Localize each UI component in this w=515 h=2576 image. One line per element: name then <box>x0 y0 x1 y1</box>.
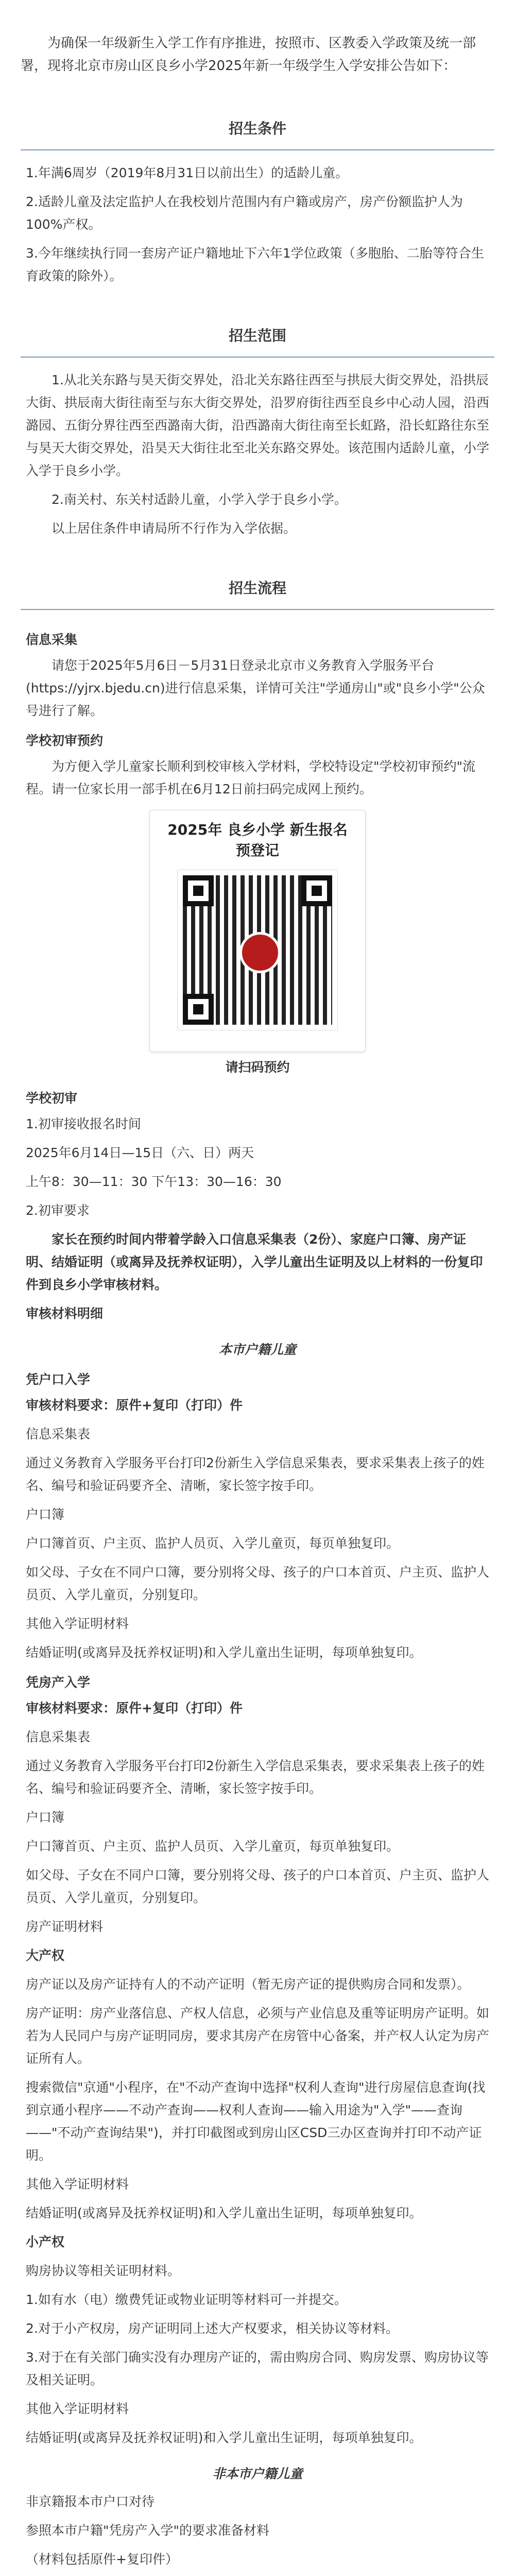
qr-title-line2: 预登记 <box>235 842 279 859</box>
section-enroll-conditions <box>21 104 494 299</box>
review-time-label: 1.初审接收报名时间 <box>26 1116 141 1131</box>
list-item: 其他入学证明材料 <box>26 1616 129 1631</box>
section-title: 招生流程 <box>21 564 494 610</box>
list-item: 结婚证明(或离异及抚养权证明)和入学儿童出生证明，每项单独复印。 <box>26 2206 422 2221</box>
list-item: 非京籍报本市户口对待 <box>26 2494 155 2509</box>
list-item: 通过义务教育入学服务平台打印2份新生入学信息采集表，要求采集表上孩子的姓名、编号和验证码要齐全、清晰，家长签字按手印。 <box>26 1455 485 1493</box>
list-item: 房产证明材料 <box>26 1919 104 1934</box>
qr-title: 2025年 良乡小学 新生报名 <box>167 821 348 838</box>
review-req-label: 2.初审要求 <box>26 1203 90 1218</box>
list-item: 如父母、子女在不同户口簿，要分别将父母、孩子的户口本首页、户主页、监护人员页、入学儿童页，分别复印。 <box>26 1565 490 1602</box>
list-item: 信息采集表 <box>26 1730 91 1744</box>
list-item: 其他入学证明材料 <box>26 2177 129 2192</box>
qr-code-icon[interactable] <box>178 870 337 1030</box>
detail-heading: 审核材料明细 <box>26 1306 104 1321</box>
intro-text: 为确保一年级新生入学工作有序推进，按照市、区教委入学政策及统一部署，现将北京市房山区良乡小学2025年新一年级学生入学安排公告如下： <box>21 36 476 74</box>
review-heading: 学校初审 <box>26 1091 78 1106</box>
paragraph: 为方便入学儿童家长顺利到校审核入学材料，学校特设定"学校初审预约"流程。请一位家长用一部手机在6月12日前扫码完成网上预约。 <box>26 759 476 796</box>
section-process <box>21 564 494 2576</box>
local-a-heading: 凭户口入学 <box>26 1372 91 1387</box>
review-hours: 上午8：30—11：30 下午13：30—16：30 <box>26 1174 282 1189</box>
review-req-text: 家长在预约时间内带着学龄入口信息采集表（2份）、家庭户口簿、房产证明、结婚证明（或离异及抚养权证明），入学儿童出生证明及以上材料的一份复印件到良乡小学审核材料。 <box>26 1232 483 1292</box>
list-item: 2.对于小产权房，房产证明同上述大产权要求，相关协议等材料。 <box>26 2321 399 2336</box>
local-b-heading: 凭房产入学 <box>26 1675 91 1690</box>
section-enroll-range <box>21 311 494 551</box>
review-dates: 2025年6月14日—15日（六、日）两天 <box>26 1145 254 1160</box>
school-logo-icon <box>239 932 281 973</box>
paragraph: 2.适龄儿童及法定监护人在我校划片范围内有户籍或房产，房产份额监护人为100%产权。 <box>26 194 463 232</box>
list-item: 户口簿首页、户主页、监护人员页、入学儿童页，每页单独复印。 <box>26 1536 400 1551</box>
local-a-req: 审核材料要求：原件+复印（打印）件 <box>26 1398 243 1413</box>
list-item: 房产证以及房产证持有人的不动产证明（暂无房产证的提供购房合同和发票）。 <box>26 1977 470 1992</box>
list-item: 1.如有水（电）缴费凭证或物业证明等材料可一并提交。 <box>26 2292 347 2307</box>
list-item: 搜索微信"京通"小程序，在"不动产查询中选择"权利人查询"进行房屋信息查询(找到京通小程序——不动产查询——权利人查询——输入用途为"入学"——查询——"不动产查询结果")，并打印截图或到房山区CSD三办区查询并打印不动产证明。 <box>26 2080 486 2163</box>
info-heading: 信息采集 <box>26 632 78 647</box>
list-item: 通过义务教育入学服务平台打印2份新生入学信息采集表，要求采集表上孩子的姓名、编号和验证码要齐全、清晰，家长签字按手印。 <box>26 1758 485 1796</box>
section-title: 招生范围 <box>21 311 494 358</box>
paragraph: 3.今年继续执行同一套房产证户籍地址下六年1学位政策（多胞胎、二胎等符合生育政策的除外）。 <box>26 246 484 283</box>
list-item: 户口簿 <box>26 1810 65 1825</box>
qr-caption: 请扫码预约 <box>225 1060 290 1075</box>
paragraph: 1.年满6周岁（2019年8月31日以前出生）的适龄儿童。 <box>26 165 349 180</box>
paragraph: 2.南关村、东关村适龄儿童，小学入学于良乡小学。 <box>52 492 347 507</box>
paragraph: 以上居住条件申请局所不行作为入学依据。 <box>52 521 297 536</box>
paragraph: 1.从北关东路与昊天街交界处，沿北关东路往西至与拱辰大街交界处，沿拱辰大街、拱辰南大街往南至与东大街交界处，沿罗府街往西至良乡中心动人园，沿西潞园、五街分界往西至西潞南大街，沿西潞南大街往南至长虹路，沿长虹路往东至与昊天大街交界处，沿昊天大街往北至北关东路交界处。该范围内适龄儿童，小学入学于良乡小学。 <box>26 372 490 478</box>
section-title: 招生条件 <box>21 104 494 150</box>
paragraph: 请您于2025年5月6日－5月31日登录北京市义务教育入学服务平台(https://yjrx.bjedu.cn)进行信息采集，详情可关注"学通房山"或"良乡小学"公众号进行了解。 <box>26 658 485 718</box>
list-item: 房产证明：房产业落信息、产权人信息，必须与产业信息及重等证明房产证明。如若为人民同户与房产证明同房，要求其房产在房管中心备案，并产权人认定为房产证所有人。 <box>26 2006 490 2066</box>
document <box>0 13 515 2576</box>
list-item: 小产权 <box>26 2234 65 2249</box>
list-item: 3.对于在有关部门确实没有办理房产证的，需由购房合同、购房发票、购房协议等及相关证明。 <box>26 2350 489 2387</box>
list-item: 购房协议等相关证明材料。 <box>26 2263 181 2278</box>
list-item: 参照本市户籍"凭房产入学"的要求准备材料 <box>26 2523 269 2538</box>
qr-card <box>149 810 366 1052</box>
local-subtitle: 本市户籍儿童 <box>218 1342 296 1357</box>
list-item: 其他入学证明材料 <box>26 2401 129 2416</box>
list-item: 户口簿 <box>26 1507 65 1522</box>
list-item: 大产权 <box>26 1948 65 1963</box>
list-item: 结婚证明(或离异及抚养权证明)和入学儿童出生证明，每项单独复印。 <box>26 1645 422 1660</box>
list-item: 户口簿首页、户主页、监护人员页、入学儿童页，每页单独复印。 <box>26 1839 400 1854</box>
list-item: 结婚证明(或离异及抚养权证明)和入学儿童出生证明，每项单独复印。 <box>26 2430 422 2445</box>
local-b-req: 审核材料要求：原件+复印（打印）件 <box>26 1701 243 1716</box>
list-item: 信息采集表 <box>26 1427 91 1442</box>
appointment-heading: 学校初审预约 <box>26 733 104 748</box>
nonlocal-subtitle: 非本市户籍儿童 <box>212 2466 303 2481</box>
list-item: （材料包括原件+复印件） <box>26 2552 178 2567</box>
list-item: 如父母、子女在不同户口簿，要分别将父母、孩子的户口本首页、户主页、监护人员页、入学儿童页，分别复印。 <box>26 1868 490 1905</box>
